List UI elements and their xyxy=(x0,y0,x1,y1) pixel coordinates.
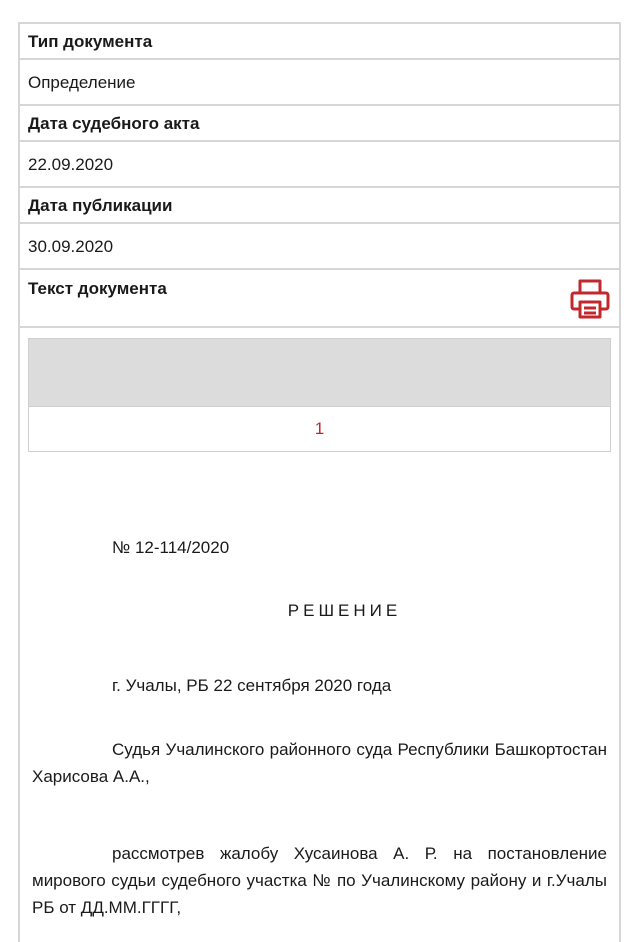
pager-header xyxy=(29,339,610,407)
doc-type-label: Тип документа xyxy=(28,32,153,51)
pub-date-label-row xyxy=(20,188,619,224)
document-card xyxy=(18,22,621,942)
printer-icon xyxy=(569,278,611,320)
considered-paragraph: рассмотрев жалобу Хусаинова А. Р. на постановление мирового судьи судебного участка № по Учалинскому району и г.Учалы РБ от ДД.ММ.ГГГГ, xyxy=(32,844,607,918)
page-navigator xyxy=(28,338,611,452)
act-date-label-row xyxy=(20,106,619,142)
doc-type-value: Определение xyxy=(28,73,136,92)
pub-date-value-row xyxy=(20,224,619,270)
act-date-label: Дата судебного акта xyxy=(28,114,200,133)
doc-text-label-row xyxy=(20,270,619,328)
doc-type-value-row xyxy=(20,60,619,106)
judge-paragraph: Судья Учалинского районного суда Республики Башкортостан Харисова А.А., xyxy=(32,740,607,787)
place-date: г. Учалы, РБ 22 сентября 2020 года xyxy=(112,676,392,695)
print-button[interactable] xyxy=(569,278,611,320)
doc-text-label: Текст документа xyxy=(28,279,167,298)
act-date-value: 22.09.2020 xyxy=(28,155,114,174)
doc-type-label-row xyxy=(20,24,619,60)
pub-date-value: 30.09.2020 xyxy=(28,237,114,256)
case-number: № 12-114/2020 xyxy=(112,538,230,557)
pub-date-label: Дата публикации xyxy=(28,196,173,215)
document-title: РЕШЕНИЕ xyxy=(287,601,402,620)
page-link-1[interactable]: 1 xyxy=(314,419,325,438)
act-date-value-row xyxy=(20,142,619,188)
